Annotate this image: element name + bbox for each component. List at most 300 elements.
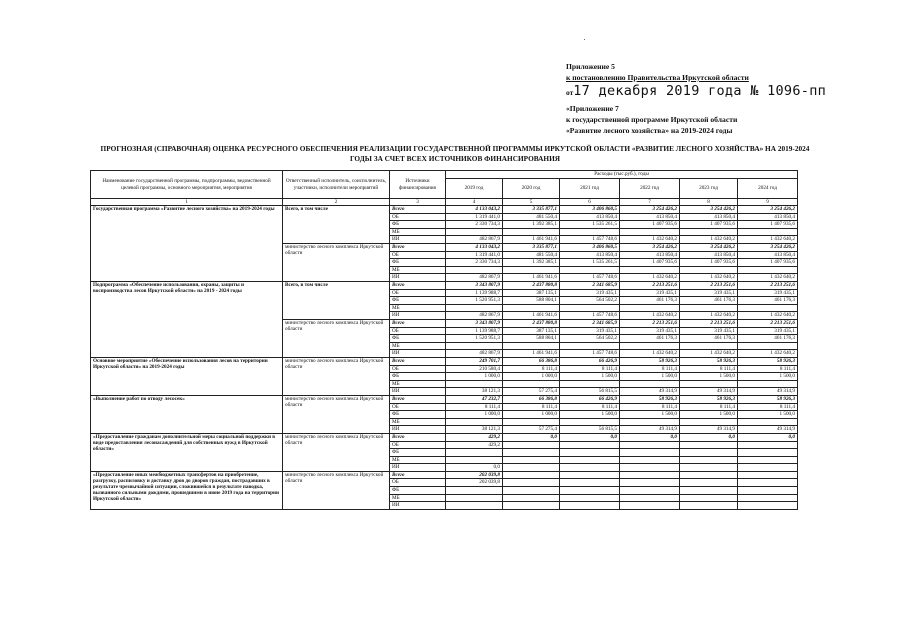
row-source: ОБ <box>390 289 446 297</box>
row-responsible: министерство лесного комплекса Иркутской области <box>283 320 390 358</box>
cell-value: 1 407 935,6 <box>620 259 680 267</box>
cell-value: 3 335 877,1 <box>503 206 560 214</box>
cell-value: 461 176,3 <box>738 297 798 305</box>
cell-value: 0,0 <box>560 433 620 441</box>
row-responsible: министерство лесного комплекса Иркутской области <box>283 357 390 395</box>
cell-value: 1 000,0 <box>446 373 503 381</box>
row-source: ОБ <box>390 403 446 411</box>
cell-value <box>503 456 560 464</box>
row-source: ИИ <box>390 388 446 396</box>
cell-value: 387 135,1 <box>503 289 560 297</box>
header-expenses: Расходы (тыс.руб.), годы <box>446 171 798 179</box>
cell-value: 4 133 043,2 <box>446 206 503 214</box>
cell-value <box>738 494 798 502</box>
cell-value: 3 254 426,2 <box>620 244 680 252</box>
row-source: ОБ <box>390 251 446 259</box>
cell-value: 429,2 <box>446 433 503 441</box>
cell-value <box>503 471 560 479</box>
cell-value <box>680 464 738 472</box>
cell-value <box>503 228 560 236</box>
cell-value: 319 435,1 <box>680 289 738 297</box>
cell-value: 1 500,0 <box>560 373 620 381</box>
cell-value <box>620 449 680 457</box>
cell-value: 8 111,4 <box>620 403 680 411</box>
cell-value: 8 111,4 <box>503 403 560 411</box>
row-source: Всего <box>390 395 446 403</box>
cell-value: 8 111,4 <box>680 403 738 411</box>
row-source: Всего <box>390 471 446 479</box>
cell-value: 461 176,3 <box>680 335 738 343</box>
table-row <box>91 357 798 365</box>
cell-value: 66 386,8 <box>503 357 560 365</box>
row-name: «Выполнение работ по отводу лесосек» <box>91 395 283 433</box>
cell-value: 461 176,3 <box>680 297 738 305</box>
cell-value: 66 426,9 <box>560 357 620 365</box>
table-body <box>91 206 798 510</box>
cell-value: 1 000,0 <box>446 411 503 419</box>
cell-value: 564 502,2 <box>560 335 620 343</box>
cell-value: 319 435,1 <box>680 327 738 335</box>
cell-value: 2 213 251,6 <box>738 282 798 290</box>
cell-value: 1 407 935,6 <box>738 259 798 267</box>
cell-value: 1 407 935,6 <box>680 259 738 267</box>
cell-value: 1 500,0 <box>680 373 738 381</box>
cell-value: 413 850,4 <box>620 213 680 221</box>
cell-value <box>446 304 503 312</box>
row-source: ФБ <box>390 487 446 495</box>
cell-value <box>503 304 560 312</box>
row-source: ИИ <box>390 426 446 434</box>
header-name: Наименование государственной программы, подпрограммы, ведомственной целевой программы, основного мероприятия, мероприятия <box>91 171 283 199</box>
cell-value: 3 254 426,2 <box>680 244 738 252</box>
row-responsible: Всего, в том числе <box>283 282 390 320</box>
row-source: МБ <box>390 418 446 426</box>
appendix5-line2: к постановлению Правительства Иркутской области <box>566 73 749 82</box>
cell-value: 1 392 385,1 <box>503 221 560 229</box>
cell-value: 319 435,1 <box>620 289 680 297</box>
cell-value: 2 213 251,6 <box>620 282 680 290</box>
header-year: 2021 год <box>560 179 620 199</box>
cell-value: 1 461 941,6 <box>503 312 560 320</box>
cell-value: 413 850,4 <box>738 251 798 259</box>
cell-value: 1 139 988,7 <box>446 327 503 335</box>
cell-value: 202 039,8 <box>446 479 503 487</box>
row-source: ФБ <box>390 221 446 229</box>
row-source: Всего <box>390 282 446 290</box>
cell-value <box>446 418 503 426</box>
cell-value: 413 850,4 <box>560 213 620 221</box>
column-number: 8 <box>680 199 738 206</box>
cell-value <box>620 228 680 236</box>
cell-value: 8 111,4 <box>620 365 680 373</box>
cell-value: 66 426,9 <box>560 395 620 403</box>
cell-value: 49 314,9 <box>738 426 798 434</box>
cell-value <box>738 441 798 449</box>
cell-value: 1 535 261,5 <box>560 221 620 229</box>
cell-value <box>738 487 798 495</box>
cell-value: 1 461 941,6 <box>503 274 560 282</box>
row-source: ФБ <box>390 259 446 267</box>
cell-value: 319 435,1 <box>738 327 798 335</box>
column-number: 3 <box>390 199 446 206</box>
cell-value: 3 335 877,1 <box>503 244 560 252</box>
cell-value: 58 926,3 <box>620 357 680 365</box>
cell-value: 0,0 <box>503 433 560 441</box>
column-number: 4 <box>446 199 503 206</box>
cell-value: 1 500,0 <box>680 411 738 419</box>
cell-value: 2 213 251,6 <box>680 320 738 328</box>
cell-value: 319 435,1 <box>738 289 798 297</box>
cell-value: 0,0 <box>446 464 503 472</box>
cell-value: 1 407 935,6 <box>680 221 738 229</box>
cell-value: 413 850,4 <box>680 213 738 221</box>
cell-value: 1 461 941,6 <box>503 350 560 358</box>
row-source: МБ <box>390 266 446 274</box>
cell-value: 49 314,9 <box>680 426 738 434</box>
cell-value: 2 330 734,3 <box>446 221 503 229</box>
cell-value: 481 550,4 <box>503 251 560 259</box>
cell-value <box>680 487 738 495</box>
row-source: ОБ <box>390 479 446 487</box>
cell-value <box>680 228 738 236</box>
cell-value: 413 850,4 <box>680 251 738 259</box>
cell-value: 3 343 807,9 <box>446 320 503 328</box>
row-source: ФБ <box>390 335 446 343</box>
cell-value: 66 386,8 <box>503 395 560 403</box>
cell-value <box>680 456 738 464</box>
cell-value: 1 432 640,2 <box>620 350 680 358</box>
cell-value: 387 135,1 <box>503 327 560 335</box>
cell-value <box>560 418 620 426</box>
cell-value <box>560 342 620 350</box>
appendix7-line2: к государственной программе Иркутской области <box>566 115 738 124</box>
cell-value <box>738 471 798 479</box>
cell-value: 482 867,9 <box>446 350 503 358</box>
cell-value: 8 111,4 <box>560 365 620 373</box>
cell-value <box>560 494 620 502</box>
row-name: Подпрограмма «Обеспечение использования, охраны, защиты и воспроизводства лесов Иркутской области» на 2019 - 2024 годы <box>91 282 283 358</box>
cell-value <box>560 304 620 312</box>
cell-value: 2 213 251,6 <box>738 320 798 328</box>
column-number: 1 <box>91 199 283 206</box>
cell-value: 38 121,3 <box>446 426 503 434</box>
row-name: «Предоставление гражданам дополнительной меры социальной поддержки в виде предоставления лесонасаждений для собственных нужд в Иркутской области» <box>91 433 283 471</box>
cell-value: 1 000,0 <box>503 411 560 419</box>
cell-value <box>503 487 560 495</box>
cell-value <box>560 456 620 464</box>
cell-value: 56 815,5 <box>560 426 620 434</box>
decree-date-number <box>566 83 826 99</box>
decree-handwritten: 17 декабря 2019 года № 1096-пп <box>573 83 827 99</box>
row-source: ОБ <box>390 213 446 221</box>
table-row <box>91 282 798 290</box>
row-source: ФБ <box>390 411 446 419</box>
header-year: 2024 год <box>738 179 798 199</box>
cell-value: 1 432 640,2 <box>738 312 798 320</box>
cell-value <box>446 456 503 464</box>
cell-value <box>560 441 620 449</box>
cell-value <box>560 471 620 479</box>
cell-value <box>620 487 680 495</box>
cell-value <box>560 487 620 495</box>
table-row <box>91 395 798 403</box>
row-source: МБ <box>390 456 446 464</box>
row-source: ФБ <box>390 373 446 381</box>
cell-value: 1 407 935,6 <box>620 221 680 229</box>
row-source: ОБ <box>390 327 446 335</box>
cell-value: 319 435,1 <box>620 327 680 335</box>
table-row <box>91 433 798 441</box>
cell-value <box>620 441 680 449</box>
document-title: ПРОГНОЗНАЯ (СПРАВОЧНАЯ) ОЦЕНКА РЕСУРСНОГО ОБЕСПЕЧЕНИЯ РЕАЛИЗАЦИИ ГОСУДАРСТВЕННОЙ ПРОГРАММЫ ИРКУТСКОЙ ОБЛАСТИ «РАЗВИТИЕ ЛЕСНОГО ХОЗЯЙСТВА» НА 2019-2024 ГОДЫ ЗА СЧЕТ ВСЕХ ИСТОЧНИКОВ ФИНАНСИРОВАНИЯ <box>100 144 810 163</box>
cell-value: 38 121,3 <box>446 388 503 396</box>
cell-value <box>620 494 680 502</box>
cell-value <box>680 494 738 502</box>
cell-value <box>560 502 620 510</box>
cell-value <box>446 380 503 388</box>
cell-value: 8 111,4 <box>738 403 798 411</box>
cell-value <box>620 479 680 487</box>
cell-value: 210 580,4 <box>446 365 503 373</box>
cell-value: 1 500,0 <box>560 411 620 419</box>
cell-value <box>738 266 798 274</box>
column-number: 5 <box>503 199 560 206</box>
cell-value: 3 406 860,5 <box>560 206 620 214</box>
appendix7-line1: «Приложение 7 <box>566 104 619 113</box>
row-source: ФБ <box>390 449 446 457</box>
row-source: МБ <box>390 228 446 236</box>
row-source: Всего <box>390 357 446 365</box>
cell-value <box>446 228 503 236</box>
cell-value: 1 432 640,2 <box>680 312 738 320</box>
row-source: ИИ <box>390 312 446 320</box>
cell-value: 0,0 <box>738 433 798 441</box>
cell-value: 8 111,4 <box>738 365 798 373</box>
cell-value: 319 435,1 <box>560 327 620 335</box>
cell-value <box>503 494 560 502</box>
cell-value: 3 254 426,2 <box>620 206 680 214</box>
cell-value <box>620 418 680 426</box>
cell-value <box>738 456 798 464</box>
cell-value <box>560 464 620 472</box>
cell-value: 1 432 640,2 <box>738 350 798 358</box>
row-source: ИИ <box>390 502 446 510</box>
decree-prefix: от <box>566 88 574 97</box>
cell-value <box>680 479 738 487</box>
cell-value: 56 815,5 <box>560 388 620 396</box>
cell-value <box>620 471 680 479</box>
cell-value: 1 432 640,2 <box>620 312 680 320</box>
cell-value: 8 111,4 <box>503 365 560 373</box>
cell-value <box>680 441 738 449</box>
cell-value: 58 926,3 <box>738 395 798 403</box>
cell-value <box>620 456 680 464</box>
cell-value: 1 000,0 <box>503 373 560 381</box>
row-responsible: Всего, в том числе <box>283 206 390 244</box>
cell-value <box>738 380 798 388</box>
cell-value: 1 139 988,7 <box>446 289 503 297</box>
cell-value: 47 232,7 <box>446 395 503 403</box>
row-source: Всего <box>390 320 446 328</box>
cell-value <box>620 266 680 274</box>
cell-value <box>503 502 560 510</box>
table-row <box>91 471 798 479</box>
row-source: ИИ <box>390 464 446 472</box>
cell-value <box>680 342 738 350</box>
cell-value: 1 457 748,6 <box>560 236 620 244</box>
cell-value: 1 319 441,0 <box>446 251 503 259</box>
cell-value: 49 314,9 <box>738 388 798 396</box>
cell-value: 58 926,3 <box>738 357 798 365</box>
cell-value: 413 850,4 <box>738 213 798 221</box>
cell-value: 58 926,3 <box>680 395 738 403</box>
cell-value: 482 867,9 <box>446 312 503 320</box>
cell-value: 1 319 441,0 <box>446 213 503 221</box>
header-year: 2022 год <box>620 179 680 199</box>
cell-value: 1 520 951,3 <box>446 335 503 343</box>
cell-value: 1 457 748,6 <box>560 350 620 358</box>
column-number: 9 <box>738 199 798 206</box>
cell-value <box>560 380 620 388</box>
cell-value: 1 500,0 <box>738 411 798 419</box>
cell-value: 1 535 261,5 <box>560 259 620 267</box>
cell-value: 1 432 640,2 <box>620 274 680 282</box>
cell-value: 49 314,9 <box>680 388 738 396</box>
cell-value: 588 804,1 <box>503 335 560 343</box>
cell-value <box>503 266 560 274</box>
cell-value: 482 867,9 <box>446 236 503 244</box>
row-source: ИИ <box>390 274 446 282</box>
row-name: Основное мероприятие «Обеспечение использования лесов на территории Иркутской области» на 2019-2024 годы <box>91 357 283 395</box>
cell-value <box>738 502 798 510</box>
cell-value <box>680 502 738 510</box>
cell-value: 481 550,4 <box>503 213 560 221</box>
cell-value: 3 254 426,2 <box>738 244 798 252</box>
cell-value: 429,2 <box>446 441 503 449</box>
header-source: Источники финансирования <box>390 171 446 199</box>
cell-value: 1 432 640,2 <box>738 274 798 282</box>
cell-value <box>738 304 798 312</box>
row-source: ИИ <box>390 236 446 244</box>
cell-value: 49 314,9 <box>620 388 680 396</box>
cell-value <box>446 487 503 495</box>
cell-value <box>680 304 738 312</box>
cell-value: 588 804,1 <box>503 297 560 305</box>
column-number: 6 <box>560 199 620 206</box>
cell-value <box>503 418 560 426</box>
cell-value <box>738 464 798 472</box>
row-responsible: министерство лесного комплекса Иркутской области <box>283 244 390 282</box>
cell-value: 2 213 251,6 <box>620 320 680 328</box>
header-responsible: Ответственный исполнитель, соисполнитель, участники, исполнители мероприятий <box>283 171 390 199</box>
cell-value: 57 275,4 <box>503 426 560 434</box>
cell-value: 1 520 951,3 <box>446 297 503 305</box>
header-year: 2023 год <box>680 179 738 199</box>
cell-value <box>560 449 620 457</box>
cell-value <box>560 479 620 487</box>
cell-value <box>738 418 798 426</box>
cell-value <box>738 449 798 457</box>
table-row <box>91 206 798 214</box>
cell-value: 2 341 685,9 <box>560 320 620 328</box>
cell-value: 2 437 880,8 <box>503 320 560 328</box>
cell-value <box>503 479 560 487</box>
cell-value <box>680 380 738 388</box>
cell-value <box>620 342 680 350</box>
cell-value: 1 407 935,6 <box>738 221 798 229</box>
cell-value: 4 133 043,2 <box>446 244 503 252</box>
cell-value: 1 432 640,2 <box>738 236 798 244</box>
cell-value <box>620 304 680 312</box>
cell-value: 8 111,4 <box>680 365 738 373</box>
row-source: ОБ <box>390 441 446 449</box>
cell-value <box>446 502 503 510</box>
cell-value: 413 850,4 <box>560 251 620 259</box>
cell-value <box>446 342 503 350</box>
cell-value: 49 314,9 <box>620 426 680 434</box>
speck <box>584 39 585 40</box>
cell-value <box>680 449 738 457</box>
appendix5-line1: Приложение 5 <box>566 62 615 71</box>
row-source: Всего <box>390 433 446 441</box>
cell-value: 1 432 640,2 <box>680 350 738 358</box>
cell-value: 2 437 880,8 <box>503 282 560 290</box>
cell-value: 461 176,3 <box>620 297 680 305</box>
cell-value <box>620 502 680 510</box>
row-responsible: министерство лесного комплекса Иркутской области <box>283 433 390 471</box>
cell-value <box>680 418 738 426</box>
row-source: ИИ <box>390 350 446 358</box>
cell-value <box>620 380 680 388</box>
cell-value: 3 343 807,9 <box>446 282 503 290</box>
cell-value: 1 457 748,6 <box>560 274 620 282</box>
header-year: 2020 год <box>503 179 560 199</box>
cell-value: 2 213 251,6 <box>680 282 738 290</box>
cell-value: 564 502,2 <box>560 297 620 305</box>
cell-value <box>680 471 738 479</box>
cell-value <box>560 266 620 274</box>
cell-value <box>503 441 560 449</box>
cell-value <box>446 494 503 502</box>
cell-value: 461 176,3 <box>738 335 798 343</box>
row-name: «Предоставление иных межбюджетных трансфертов на приобретение, разгрузку, распиловку и доставку дров до дворов граждан, пострадавших в результате чрезвычайной ситуации, сложившейся в результате паводка, вызванного сильными дождями, прошедшими в июне 2019 года на территории Иркутской области» <box>91 471 283 509</box>
row-source: МБ <box>390 494 446 502</box>
cell-value: 8 111,4 <box>446 403 503 411</box>
cell-value: 2 330 734,3 <box>446 259 503 267</box>
cell-value: 1 457 748,6 <box>560 312 620 320</box>
column-number: 2 <box>283 199 390 206</box>
cell-value: 1 461 941,6 <box>503 236 560 244</box>
resource-table <box>90 170 798 510</box>
cell-value <box>738 342 798 350</box>
cell-value: 202 039,8 <box>446 471 503 479</box>
cell-value <box>446 266 503 274</box>
cell-value <box>680 266 738 274</box>
cell-value <box>738 228 798 236</box>
cell-value: 461 176,3 <box>620 335 680 343</box>
cell-value <box>503 380 560 388</box>
cell-value: 58 926,3 <box>680 357 738 365</box>
cell-value: 319 435,1 <box>560 289 620 297</box>
row-responsible: министерство лесного комплекса Иркутской области <box>283 395 390 433</box>
cell-value: 8 111,4 <box>560 403 620 411</box>
row-source: Всего <box>390 244 446 252</box>
cell-value: 3 254 426,2 <box>680 206 738 214</box>
row-source: ОБ <box>390 365 446 373</box>
row-source: ФБ <box>390 297 446 305</box>
cell-value <box>503 449 560 457</box>
cell-value: 0,0 <box>620 433 680 441</box>
